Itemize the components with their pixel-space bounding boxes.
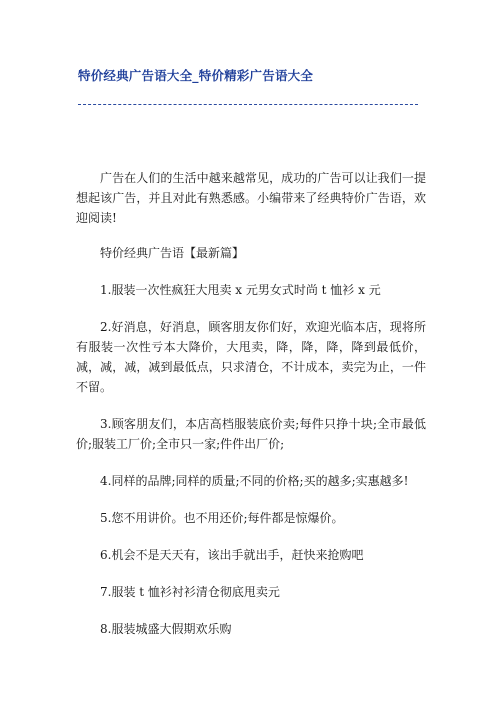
list-item: 7.服装 t 恤衫衬衫清仓彻底甩卖元: [100, 585, 280, 599]
title-divider: [78, 104, 418, 105]
document-body: [76, 168, 426, 656]
document-title: 特价经典广告语大全_特价精彩广告语大全: [78, 68, 314, 83]
list-item: 8.服装城盛大假期欢乐购: [100, 622, 232, 636]
list-item: 5.您不用讲价。也不用还价;每件都是惊爆价。: [100, 511, 344, 525]
list-item: 6.机会不是天天有，该出手就出手，赶快来抢购吧: [100, 548, 364, 562]
section-heading: 特价经典广告语【最新篇】: [100, 246, 245, 260]
list-item: 4.同样的品牌;同样的质量;不同的价格;买的越多;实惠越多!: [100, 474, 409, 488]
list-item: 2.好消息，好消息，顾客朋友你们好，欢迎光临本店，现将所有服装一次性亏本大降价，大甩卖，降，降，降，降到最低价，减，减，减，减到最低点，只求清仓，不计成本，卖完为止，一件不留。: [76, 320, 426, 394]
list-item: 3.顾客朋友们，本店高档服装底价卖;每件只挣十块;全市最低价;服装工厂价;全市只一家;件件出厂价;: [76, 417, 426, 451]
list-item: 1.服装一次性疯狂大甩卖 x 元男女式时尚 t 恤衫 x 元: [100, 283, 381, 297]
intro-paragraph: 广告在人们的生活中越来越常见，成功的广告可以让我们一提想起该广告，并且对此有熟悉感。小编带来了经典特价广告语，欢迎阅读!: [76, 171, 426, 225]
